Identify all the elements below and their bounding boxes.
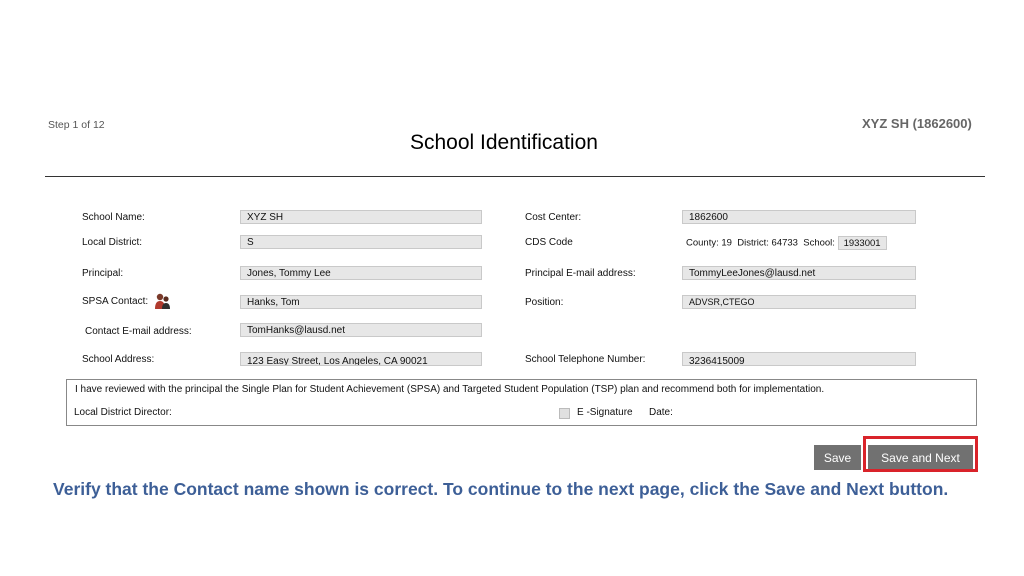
position-label: Position:: [525, 297, 564, 308]
cds-code-label: CDS Code: [525, 237, 573, 248]
esignature-checkbox[interactable]: [559, 408, 570, 419]
spsa-contact-label: SPSA Contact:: [82, 296, 149, 307]
school-address-label: School Address:: [82, 354, 155, 365]
cost-center-label: Cost Center:: [525, 212, 582, 223]
school-code-header: XYZ SH (1862600): [862, 116, 972, 131]
spsa-contact-field[interactable]: Hanks, Tom: [240, 295, 482, 309]
cds-district: District: 64733: [737, 237, 798, 249]
save-and-next-button[interactable]: Save and Next: [868, 445, 973, 470]
director-label: Local District Director:: [74, 407, 172, 418]
save-and-next-highlight: [863, 436, 978, 472]
cds-county: County: 19: [686, 237, 732, 249]
principal-field[interactable]: Jones, Tommy Lee: [240, 266, 482, 280]
principal-email-label: Principal E-mail address:: [525, 268, 636, 279]
school-name-field[interactable]: XYZ SH: [240, 210, 482, 224]
instruction-text: Verify that the Contact name shown is correct. To continue to the next page, click the Save and Next button.: [53, 479, 949, 499]
local-district-label: Local District:: [82, 237, 143, 248]
school-address-field[interactable]: 123 Easy Street, Los Angeles, CA 90021: [240, 352, 482, 366]
header-divider: [45, 176, 985, 177]
school-name-label: School Name:: [82, 212, 145, 223]
principal-email-field[interactable]: TommyLeeJones@lausd.net: [682, 266, 916, 280]
cds-code-values: [686, 236, 887, 250]
cds-school-label: School:: [803, 237, 835, 249]
step-indicator: Step 1 of 12: [48, 119, 105, 131]
contact-email-field[interactable]: TomHanks@lausd.net: [240, 323, 482, 337]
review-statement: I have reviewed with the principal the Single Plan for Student Achievement (SPSA) and Targeted Student Population (TSP) plan and recommend both for implementation.: [75, 384, 825, 395]
local-district-field[interactable]: S: [240, 235, 482, 249]
date-label: Date:: [649, 407, 673, 418]
esignature-label: E -Signature: [577, 407, 633, 418]
contact-person-icon[interactable]: [154, 292, 171, 310]
page-title: School Identification: [410, 131, 598, 154]
telephone-label: School Telephone Number:: [525, 354, 646, 365]
position-field[interactable]: ADVSR,CTEGO: [682, 295, 916, 309]
cost-center-field[interactable]: 1862600: [682, 210, 916, 224]
cds-school-field[interactable]: 1933001: [838, 236, 887, 250]
principal-label: Principal:: [82, 268, 124, 279]
telephone-field[interactable]: 3236415009: [682, 352, 916, 366]
save-button[interactable]: Save: [814, 445, 861, 470]
contact-email-label: Contact E-mail address:: [85, 326, 192, 337]
